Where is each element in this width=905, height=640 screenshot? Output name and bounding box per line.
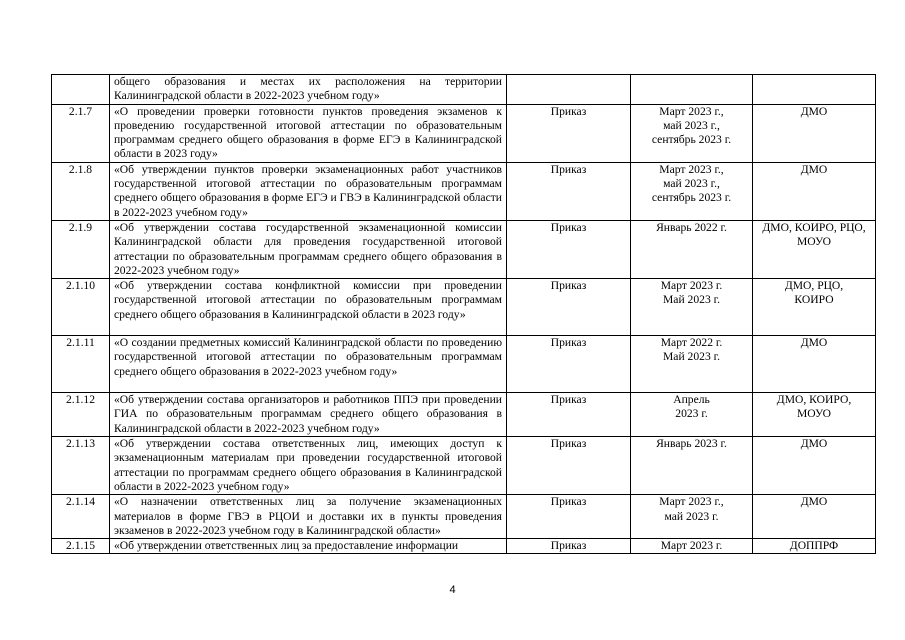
deadline: [631, 539, 753, 554]
deadline-line: Май 2023 г.: [663, 350, 720, 364]
responsible: [753, 162, 876, 220]
deadline-line: Март 2023 г.,: [659, 104, 724, 118]
deadline-line: Май 2023 г.: [663, 293, 720, 307]
responsible: [753, 279, 876, 336]
deadline-line: Март 2023 г.,: [659, 495, 724, 509]
responsible: [753, 437, 876, 495]
deadline-line: май 2023 г.,: [663, 118, 720, 132]
responsible-line: ДМО: [800, 162, 828, 176]
plan-table: [51, 74, 876, 554]
document-type: [507, 75, 631, 105]
document-type: Приказ: [507, 104, 631, 162]
item-number: 2.1.12: [52, 393, 110, 437]
responsible: [753, 539, 876, 554]
responsible: [753, 104, 876, 162]
deadline-line: сентябрь 2023 г.: [651, 133, 732, 147]
item-number: 2.1.13: [52, 437, 110, 495]
document-title: «Об утверждении состава ответственных лиц, имеющих доступ к экзаменационным материалам при проведении государственной итоговой аттестации по программам среднего общего образования в Калининградской области в 2022-2023 учебном году»: [110, 437, 507, 495]
table-row: [52, 279, 876, 336]
responsible-line: ДМО: [800, 104, 828, 118]
responsible: [753, 220, 876, 278]
responsible-line: ДМО, КОИРО, РЦО,: [762, 220, 866, 234]
responsible-line: КОИРО: [794, 293, 834, 307]
document-type: Приказ: [507, 279, 631, 336]
deadline: [631, 162, 753, 220]
deadline-line: май 2023 г.,: [663, 177, 720, 191]
document-title: «Об утверждении пунктов проверки экзаменационных работ участников государственной итоговой аттестации по образовательным программам среднего общего образования в форме ЕГЭ и ГВЭ в Калининградской области в 2022-2023 учебном году»: [110, 162, 507, 220]
deadline-line: сентябрь 2023 г.: [651, 191, 732, 205]
deadline-line: Март 2022 г.: [660, 336, 723, 350]
plan-table-body: [52, 75, 876, 554]
document-title: «Об утверждении ответственных лиц за предоставление информации: [110, 539, 507, 554]
deadline-line: 2023 г.: [675, 407, 708, 421]
responsible-line: ДОППРФ: [789, 539, 839, 553]
item-number: 2.1.14: [52, 495, 110, 539]
responsible: [753, 75, 876, 105]
document-type: Приказ: [507, 162, 631, 220]
document-type: Приказ: [507, 393, 631, 437]
document-title: «О создании предметных комиссий Калининградской области по проведению государственной итоговой аттестации по образовательным программам среднего общего образования в 2022-2023 учебном году»: [110, 336, 507, 393]
item-number: [52, 75, 110, 105]
document-type: Приказ: [507, 336, 631, 393]
responsible-line: ДМО: [800, 437, 828, 451]
table-row: [52, 495, 876, 539]
deadline-line: Март 2023 г.,: [659, 162, 724, 176]
responsible: [753, 393, 876, 437]
table-row: [52, 437, 876, 495]
responsible-line: ДМО: [800, 336, 828, 350]
responsible: [753, 336, 876, 393]
deadline-line: Март 2023 г.: [660, 279, 723, 293]
deadline: [631, 75, 753, 105]
deadline-line: май 2023 г.: [664, 509, 719, 523]
document-title: общего образования и местах их расположения на территории Калининградской области в 2022-2023 учебном году»: [110, 75, 507, 105]
document-type: Приказ: [507, 437, 631, 495]
table-row: [52, 75, 876, 105]
document-type: Приказ: [507, 220, 631, 278]
deadline-line: Март 2023 г.: [660, 539, 723, 553]
table-row: [52, 220, 876, 278]
item-number: 2.1.9: [52, 220, 110, 278]
page-number: 4: [449, 584, 456, 596]
deadline-line: Январь 2022 г.: [656, 220, 727, 234]
table-row: [52, 104, 876, 162]
deadline: [631, 495, 753, 539]
document-type: Приказ: [507, 495, 631, 539]
deadline: [631, 393, 753, 437]
table-row: [52, 336, 876, 393]
deadline: [631, 336, 753, 393]
item-number: 2.1.10: [52, 279, 110, 336]
deadline-line: Апрель: [673, 393, 710, 407]
item-number: 2.1.8: [52, 162, 110, 220]
deadline-line: Январь 2023 г.: [656, 437, 727, 451]
deadline: [631, 279, 753, 336]
responsible-line: МОУО: [796, 235, 832, 249]
document-type: Приказ: [507, 539, 631, 554]
deadline: [631, 104, 753, 162]
responsible-line: ДМО, КОИРО,: [776, 393, 852, 407]
item-number: 2.1.7: [52, 104, 110, 162]
document-title: «Об утверждении состава государственной экзаменационной комиссии Калининградской области для проведения государственной итоговой аттестации по образовательным программам среднего общего образования в 2022-2023 учебном году»: [110, 220, 507, 278]
item-number: 2.1.11: [52, 336, 110, 393]
table-row: [52, 162, 876, 220]
document-title: «Об утверждении состава конфликтной комиссии при проведении государственной итоговой аттестации по образовательным программам среднего общего образования в Калининградской области в 2023 году»: [110, 279, 507, 336]
item-number: 2.1.15: [52, 539, 110, 554]
responsible-line: ДМО: [800, 495, 828, 509]
deadline: [631, 220, 753, 278]
table-row: [52, 393, 876, 437]
responsible-line: ДМО, РЦО,: [784, 279, 844, 293]
table-row: [52, 539, 876, 554]
document-title: «О назначении ответственных лиц за получение экзаменационных материалов в форме ГВЭ в РЦОИ и доставки их в пункты проведения экзаменов в 2022-2023 учебном году в Калининградской области»: [110, 495, 507, 539]
document-title: «О проведении проверки готовности пунктов проведения экзаменов к проведению государственной итоговой аттестации по образовательным программам среднего общего образования в форме ЕГЭ в Калининградской области в 2023 году»: [110, 104, 507, 162]
document-title: «Об утверждении состава организаторов и работников ППЭ при проведении ГИА по образовательным программам среднего общего образования в Калининградской области в 2022-2023 учебном году»: [110, 393, 507, 437]
responsible: [753, 495, 876, 539]
deadline: [631, 437, 753, 495]
responsible-line: МОУО: [796, 407, 832, 421]
